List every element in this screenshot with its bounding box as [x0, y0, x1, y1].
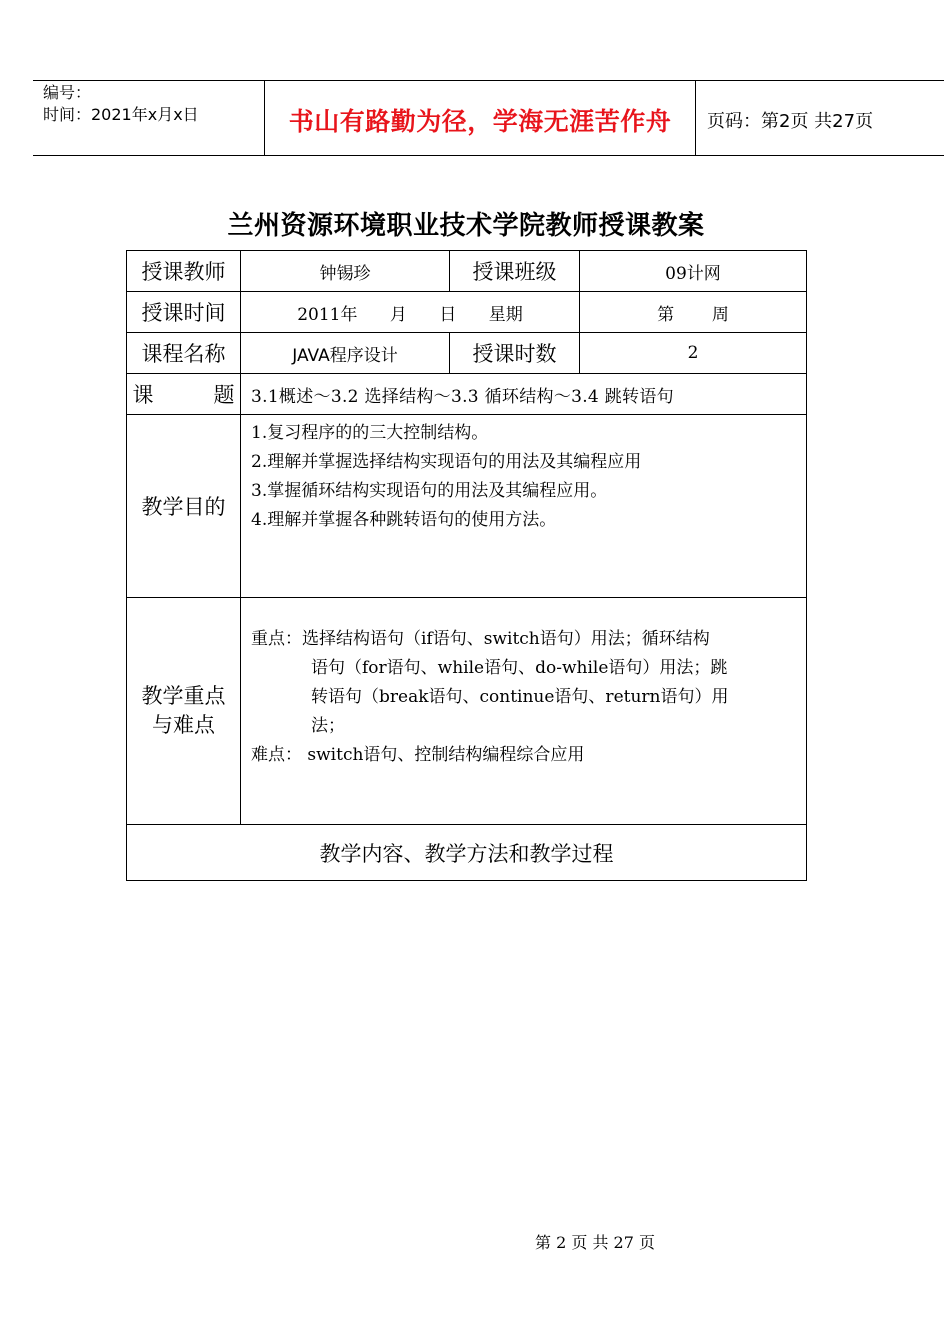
course-value: JAVA程序设计 — [241, 333, 450, 374]
document-title: 兰州资源环境职业技术学院教师授课教案 — [227, 211, 705, 241]
course-label: 课程名称 — [127, 333, 241, 374]
hours-value: 2 — [580, 333, 807, 374]
header-meta — [43, 82, 199, 126]
teacher-label: 授课教师 — [127, 251, 241, 292]
lesson-plan-table — [126, 250, 807, 881]
topic-label: 课 题 — [127, 374, 241, 415]
class-value: 09计网 — [580, 251, 807, 292]
focus-label-line-2: 与难点 — [152, 713, 215, 737]
focus-line: 法； — [311, 716, 345, 736]
topic-value: 3.1概述～3.2 选择结构～3.3 循环结构～3.4 跳转语句 — [241, 374, 807, 415]
header-bottom-rule — [33, 155, 944, 156]
process-label: 教学内容、教学方法和教学过程 — [127, 825, 807, 881]
page-footer: 第 2 页 共 27 页 — [535, 1233, 655, 1252]
goals-label: 教学目的 — [127, 415, 241, 598]
focus-line: 转语句（break语句、continue语句、return语句）用 — [311, 687, 729, 707]
row-focus — [127, 598, 807, 825]
focus-label — [127, 598, 241, 825]
class-label: 授课班级 — [450, 251, 580, 292]
week-value: 第 周 — [580, 292, 807, 333]
row-process — [127, 825, 807, 881]
header-page-number: 页码：第2页 共27页 — [707, 111, 874, 132]
goals-list — [241, 415, 807, 598]
motto-text: 书山有路勤为径，学海无涯苦作舟 — [288, 107, 672, 136]
teacher-value: 钟锡珍 — [241, 251, 450, 292]
focus-content — [241, 598, 807, 825]
row-time — [127, 292, 807, 333]
focus-label-line-1: 教学重点 — [141, 684, 226, 708]
goal-item: 3.掌握循环结构实现语句的用法及其编程应用。 — [251, 481, 608, 501]
hours-label: 授课时数 — [450, 333, 580, 374]
row-teacher — [127, 251, 807, 292]
difficulty-line: 难点： switch语句、控制结构编程综合应用 — [251, 745, 585, 765]
row-course — [127, 333, 807, 374]
document-header — [33, 80, 944, 156]
serial-label: 编号： — [43, 83, 92, 102]
time-label: 时间：2021年x月x日 — [43, 105, 199, 124]
goal-item: 2.理解并掌握选择结构实现语句的用法及其编程应用 — [251, 452, 642, 472]
focus-line: 重点：选择结构语句（if语句、switch语句）用法；循环结构 — [251, 629, 710, 649]
focus-line: 语句（for语句、while语句、do-while语句）用法；跳 — [311, 658, 728, 678]
header-top-rule — [33, 80, 944, 81]
goal-item: 1.复习程序的的三大控制结构。 — [251, 423, 489, 443]
time-value: 2011年 月 日 星期 — [241, 292, 580, 333]
header-divider-2 — [695, 80, 696, 156]
time-label-cell: 授课时间 — [127, 292, 241, 333]
row-goals — [127, 415, 807, 598]
goal-item: 4.理解并掌握各种跳转语句的使用方法。 — [251, 510, 557, 530]
row-topic — [127, 374, 807, 415]
